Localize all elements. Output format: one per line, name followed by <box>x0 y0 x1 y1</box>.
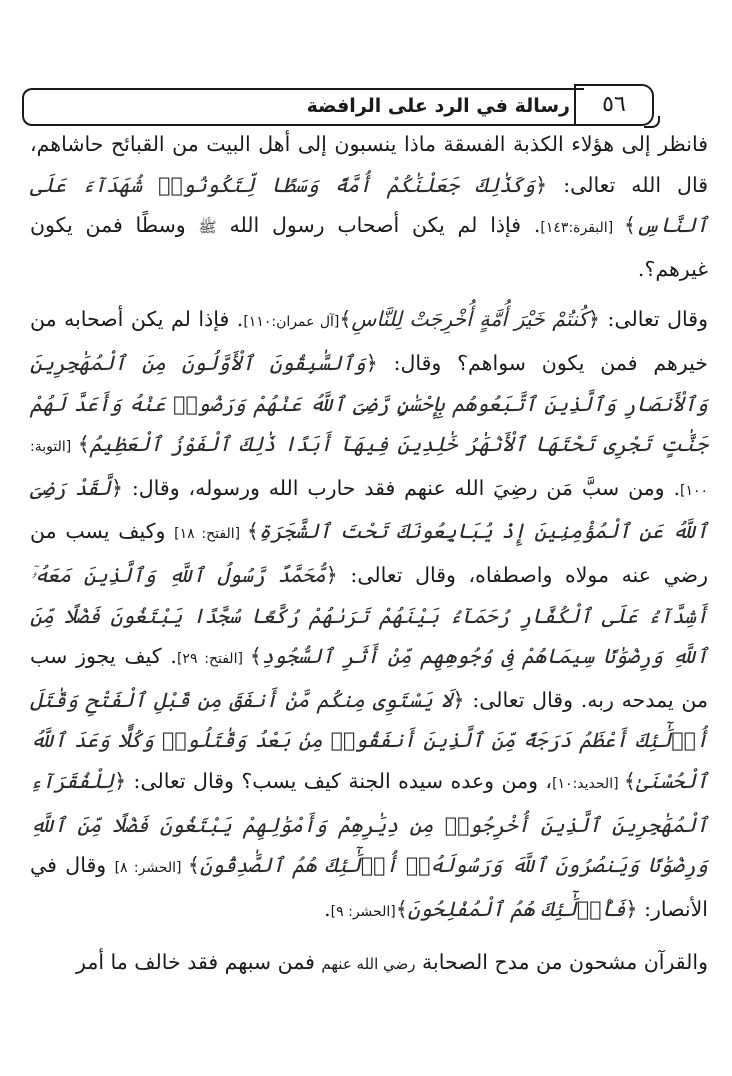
paragraph <box>30 299 708 932</box>
page-body <box>30 124 708 985</box>
verse-bracket: ﴿ <box>325 562 338 587</box>
body-text: فمن سبهم فقد خالف ما أمر <box>76 950 322 975</box>
verse-reference: [آل عمران:١١٠] <box>243 314 340 331</box>
quran-verse: لِلْفُقَرَآءِ ٱلْمُهَٰجِرِينَ ٱلَّذِينَ أُخْرِجُوا۟ مِن دِيَٰرِهِمْ وَأَمْوَٰلِهِمْ يَبْتَغُونَ فَضْلًا مِّنَ ٱللَّهِ وَرِضْوَٰنًا وَيَنصُرُونَ ٱللَّهَ وَرَسُولَهُۥٓ أُو۟لَٰٓئِكَ هُمُ ٱلصَّٰدِقُونَ <box>30 768 708 878</box>
verse-bracket: ﴾ <box>187 853 200 878</box>
page-number: ٥٦ <box>602 92 626 117</box>
body-text: وقال في الأنصار: <box>30 853 708 921</box>
verse-reference: [الفتح: ١٨] <box>174 526 247 543</box>
verse-bracket: ﴾ <box>623 213 636 238</box>
quran-verse: وَكَذَٰلِكَ جَعَلْنَٰكُمْ أُمَّةً وَسَطًا لِّتَكُونُوا۟ شُهَدَآءَ عَلَى ٱلنَّاسِ <box>30 172 708 238</box>
body-text: . فإذا لم يكن أصحاب رسول الله <box>216 213 541 238</box>
body-text: ، ومن وعده سيده الجنة كيف يسب؟ وقال تعالى: <box>126 768 553 793</box>
body-text: فانظر إلى هؤلاء الكذبة الفسقة ماذا ينسبون إلى أهل البيت من القبائح حاشاهم، قال الله تعالى: <box>30 132 708 197</box>
verse-reference: [الحشر: ٩] <box>330 903 396 920</box>
honorific: رضي الله عنهم <box>321 955 416 974</box>
quran-verse: فَأُو۟لَٰٓئِكَ هُمُ ٱلْمُفْلِحُونَ <box>407 896 626 921</box>
verse-bracket: ﴾ <box>395 896 408 921</box>
verse-bracket: ﴾ <box>249 644 262 669</box>
verse-reference: [البقرة:١٤٣] <box>540 220 624 237</box>
verse-bracket: ﴾ <box>339 307 352 332</box>
verse-bracket: ﴿ <box>365 350 378 375</box>
verse-bracket: ﴿ <box>588 307 601 332</box>
verse-bracket: ﴾ <box>246 519 259 544</box>
verse-bracket: ﴿ <box>452 687 465 712</box>
verse-bracket: ﴿ <box>535 172 548 197</box>
verse-reference: [الحشر: ٨] <box>114 860 188 877</box>
verse-reference: [الفتح: ٢٩] <box>176 651 250 668</box>
verse-bracket: ﴿ <box>114 768 127 793</box>
verse-bracket: ﴿ <box>625 896 638 921</box>
verse-bracket: ﴾ <box>77 432 90 457</box>
quran-verse: وَٱلسَّٰبِقُونَ ٱلْأَوَّلُونَ مِنَ ٱلْمُهَٰجِرِينَ وَٱلْأَنصَارِ وَٱلَّذِينَ ٱتَّبَعُوهُم بِإِحْسَٰنٍ رَّضِىَ ٱللَّهُ عَنْهُمْ وَرَضُوا۟ عَنْهُ وَأَعَدَّ لَهُمْ جَنَّٰتٍ تَجْرِى تَحْتَهَا ٱلْأَنْهَٰرُ خَٰلِدِينَ فِيهَآ أَبَدًا ذَٰلِكَ ٱلْفَوْزُ ٱلْعَظِيمُ <box>30 350 708 457</box>
verse-reference: [التوبة: ١٠٠] <box>30 439 708 499</box>
quran-verse: لَّقَدْ رَضِىَ ٱللَّهُ عَنِ ٱلْمُؤْمِنِينَ إِذْ يُبَايِعُونَكَ تَحْتَ ٱلشَّجَرَةِ <box>30 475 709 544</box>
page-number-box <box>574 84 654 126</box>
body-text: وقال تعالى: <box>600 307 708 332</box>
body-text: وكيف يسب من رضي عنه مولاه واصطفاه، وقال تعالى: <box>30 519 708 587</box>
running-header <box>22 84 654 124</box>
honorific: ﷺ <box>198 218 217 237</box>
body-text: والقرآن مشحون من مدح الصحابة <box>415 950 708 975</box>
verse-reference: [الحديد:١٠] <box>552 775 624 792</box>
body-text: وسطًا فمن يكون غيرهم؟. <box>30 213 708 281</box>
paragraph <box>30 124 708 289</box>
body-text: . <box>324 896 331 921</box>
quran-verse: لَا يَسْتَوِى مِنكُم مَّنْ أَنفَقَ مِن قَبْلِ ٱلْفَتْحِ وَقَٰتَلَ أُو۟لَٰٓئِكَ أَعْظَمُ دَرَجَةً مِّنَ ٱلَّذِينَ أَنفَقُوا۟ مِنۢ بَعْدُ وَقَٰتَلُوا۟ وَكُلًّا وَعَدَ ٱللَّهُ ٱلْحُسْنَىٰ <box>30 687 709 793</box>
verse-bracket: ﴾ <box>623 768 636 793</box>
quran-verse: كُنتُمْ خَيْرَ أُمَّةٍ أُخْرِجَتْ لِلنَّاسِ <box>351 307 589 332</box>
paragraph <box>30 942 708 985</box>
running-title: رسالة في الرد على الرافضة <box>306 95 570 117</box>
body-text: . ومن سبَّ مَن رضِيَ الله عنهم فقد حارب الله ورسوله، وقال: <box>122 475 680 500</box>
verse-bracket: ﴿ <box>110 475 123 500</box>
body-text: . كيف يجوز سب من يمدحه ربه. وقال تعالى: <box>30 644 709 712</box>
quran-verse: مُّحَمَّدٌ رَّسُولُ ٱللَّهِ وَٱلَّذِينَ مَعَهُۥٓ أَشِدَّآءُ عَلَى ٱلْكُفَّارِ رُحَمَآءُ بَيْنَهُمْ تَرَىٰهُمْ رُكَّعًا سُجَّدًا يَبْتَغُونَ فَضْلًا مِّنَ ٱللَّهِ وَرِضْوَٰنًا سِيمَاهُمْ فِى وُجُوهِهِم مِّنْ أَثَرِ ٱلسُّجُودِ <box>30 562 708 669</box>
body-text: . فإذا لم يكن أصحابه من خيرهم فمن يكون سواهم؟ وقال: <box>30 307 708 375</box>
